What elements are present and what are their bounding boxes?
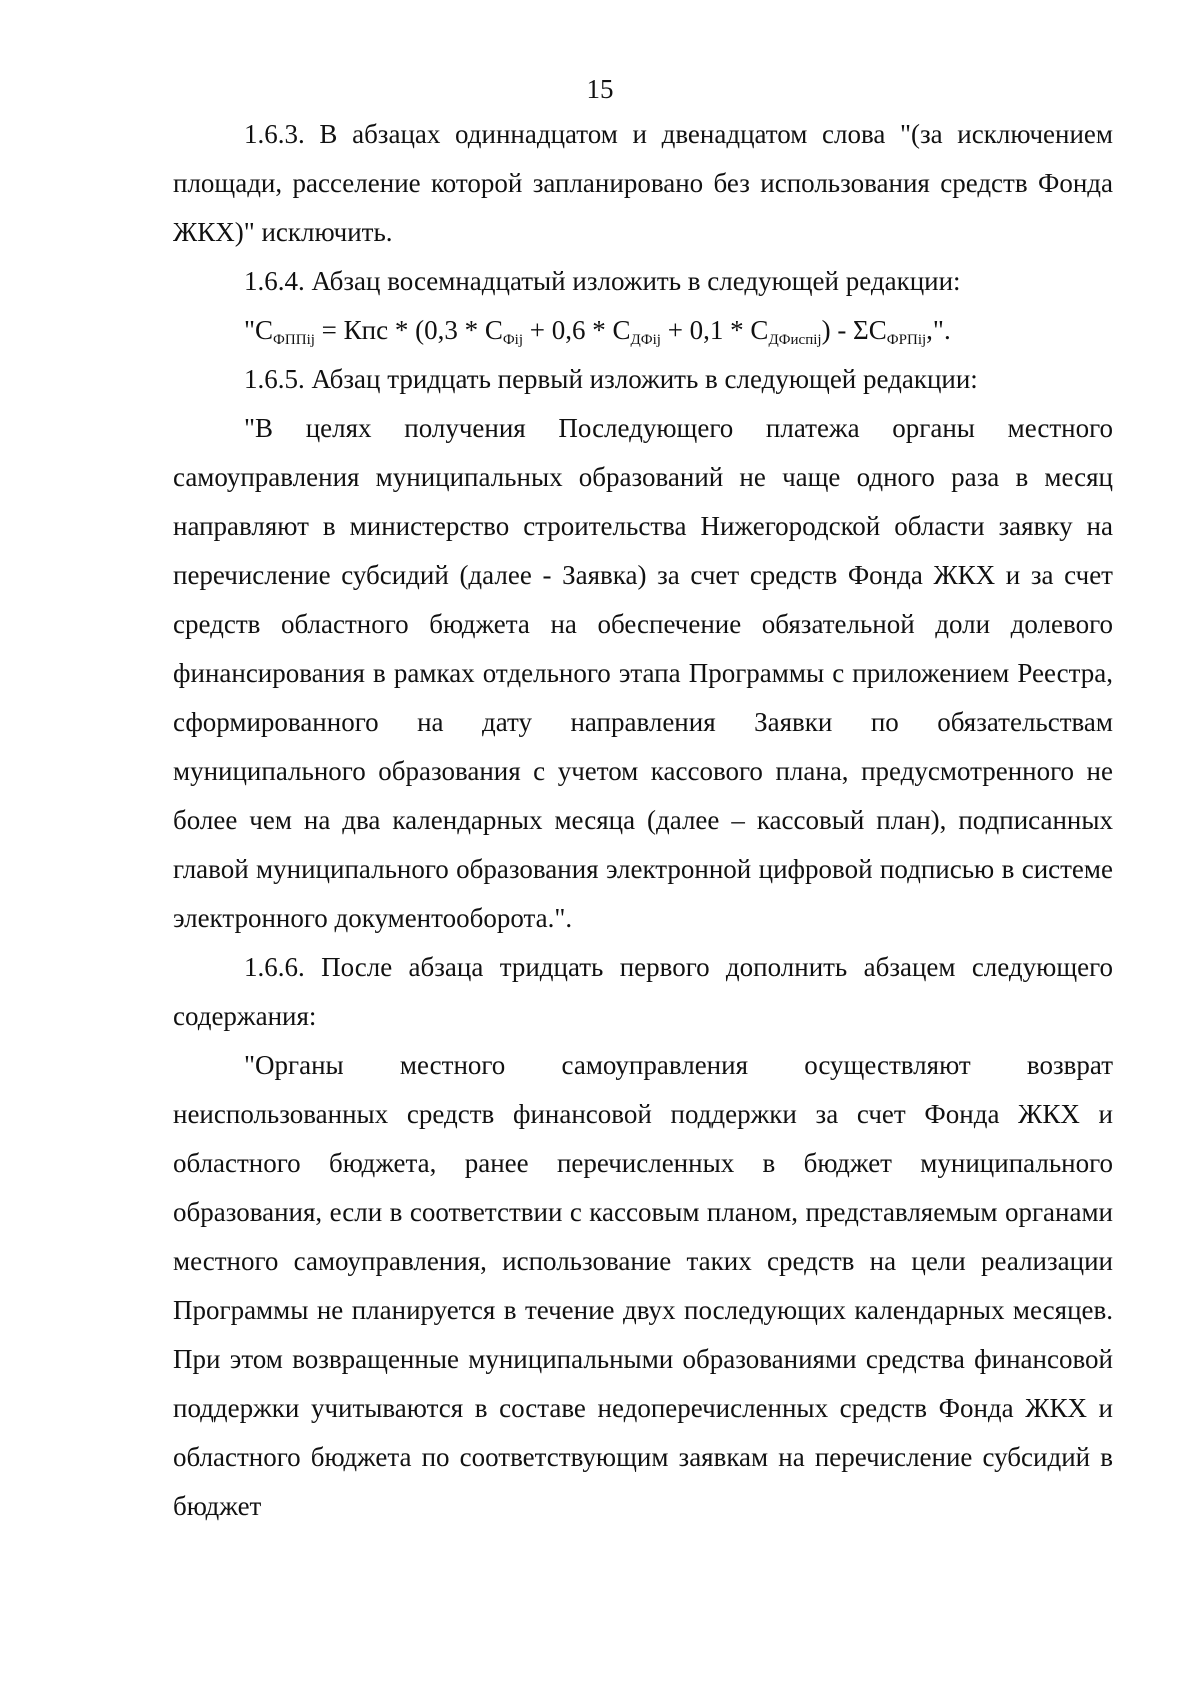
formula-sub-dfisp: ДФиспij [768,332,822,348]
formula-sub-df: ДФij [630,332,661,348]
formula-kps-part: = Кпс * (0,3 * С [314,315,503,345]
formula-part-3: + 0,1 * С [660,315,769,345]
formula-c-fpp: С [255,315,274,345]
paragraph-1-6-5: 1.6.5. Абзац тридцать первый изложить в следующей редакции: [244,364,978,394]
paragraph-1-6-6: 1.6.6. После абзаца тридцать первого дополнить абзацем следующего содержания: [173,952,1113,1031]
document-body [173,110,1113,1531]
formula-sub-f: Фij [502,332,524,348]
formula-sub-fpp: ФППij [273,332,315,348]
formula-part-4: ) - ΣС [821,315,887,345]
formula-part-2: + 0,6 * С [523,315,631,345]
paragraph-1-6-3: 1.6.3. В абзацах одиннадцатом и двенадцатом слова "(за исключением площади, расселение которой запланировано без использования средств Фонда ЖКХ)" исключить. [173,119,1113,247]
paragraph-quote-2: "Органы местного самоуправления осуществляют возврат неиспользованных средств финансовой поддержки за счет Фонда ЖКХ и областного бюджета, ранее перечисленных в бюджет муниципального образования, если в соответствии с кассовым планом, представляемым органами местного самоуправления, использование таких средств на цели реализации Программы не планируется в течение двух последующих календарных месяцев. При этом возвращенные муниципальными образованиями средства финансовой поддержки учитываются в составе недоперечисленных средств Фонда ЖКХ и областного бюджета по соответствующим заявкам на перечисление субсидий в бюджет [173,1050,1113,1521]
formula-sub-frp: ФРПij [886,332,927,348]
paragraph-1-6-4: 1.6.4. Абзац восемнадцатый изложить в следующей редакции: [244,266,961,296]
page-number: 15 [586,74,614,104]
formula-part-5: ,". [926,315,951,345]
formula-open-quote: " [244,315,256,345]
paragraph-quote-1: "В целях получения Последующего платежа органы местного самоуправления муниципальных образований не чаще одного раза в месяц направляют в министерство строительства Нижегородской области заявку на перечисление субсидий (далее - Заявка) за счет средств Фонда ЖКХ и за счет средств областного бюджета на обеспечение обязательной доли долевого финансирования в рамках отдельного этапа Программы с приложением Реестра, сформированного на дату направления Заявки по обязательствам муниципального образования с учетом кассового плана, предусмотренного не более чем на два календарных месяца (далее – кассовый план), подписанных главой муниципального образования электронной цифровой подписью в системе электронного документооборота.". [173,413,1113,933]
formula-line [173,306,1113,355]
